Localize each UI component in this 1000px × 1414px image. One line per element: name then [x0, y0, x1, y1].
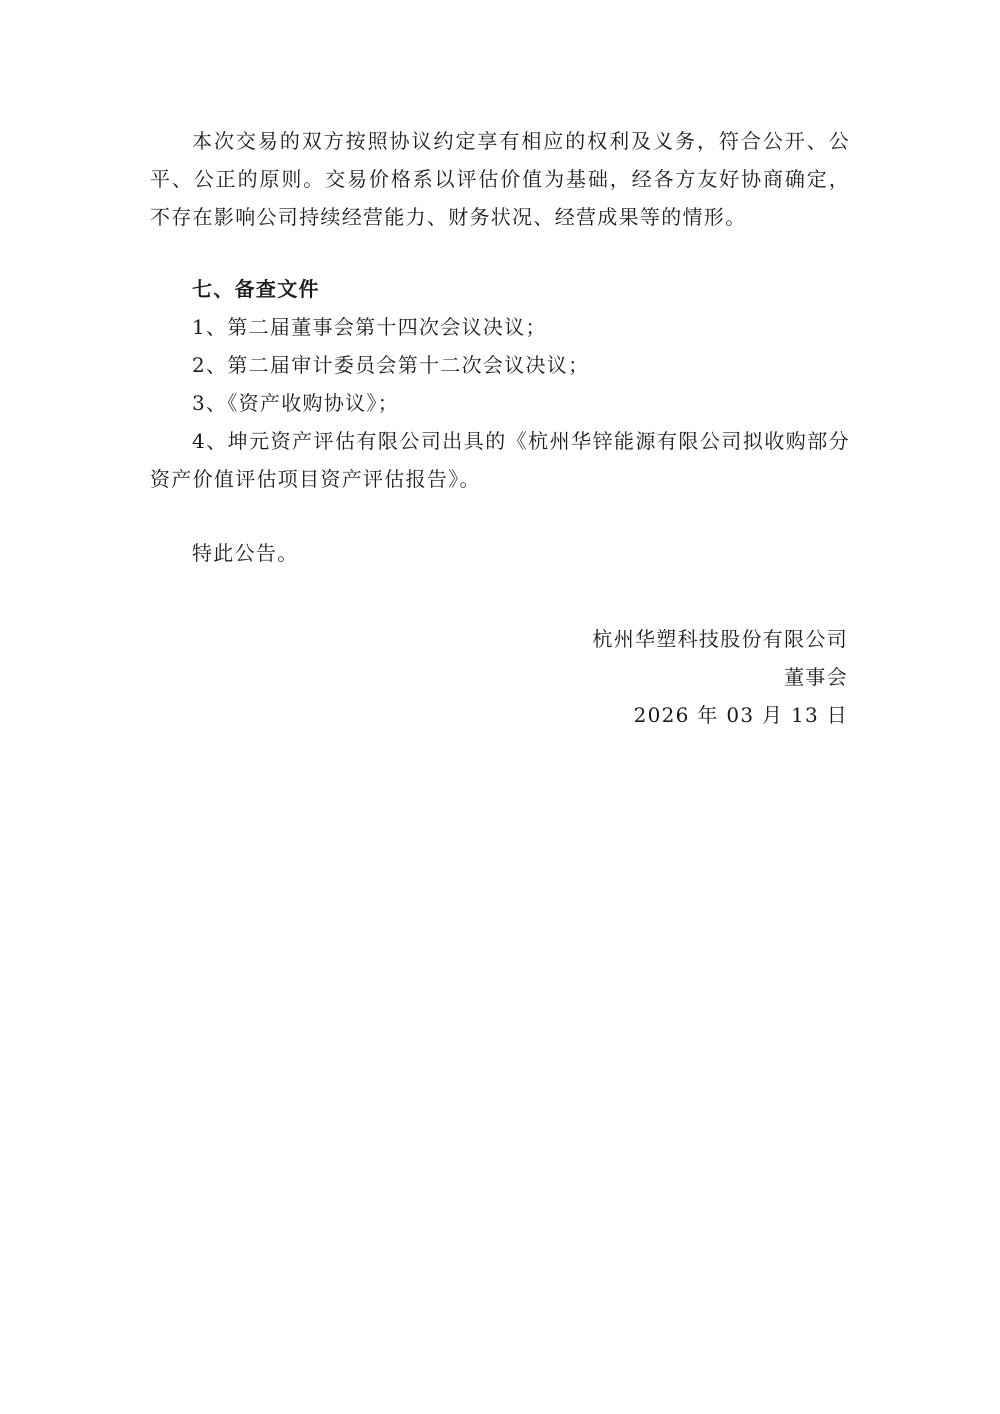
section-heading: 七、备查文件 [192, 277, 320, 301]
list-item: 2、第二届审计委员会第十二次会议决议； [192, 353, 590, 377]
closing-statement: 特此公告。 [192, 541, 299, 565]
board-name: 董事会 [784, 665, 848, 689]
document-body [150, 122, 850, 572]
signature-block [592, 620, 848, 734]
list-item: 4、坤元资产评估有限公司出具的《杭州华锌能源有限公司拟收购部分资产价值评估项目资产评估报告》。 [150, 429, 850, 491]
body-paragraph: 本次交易的双方按照协议约定享有相应的权利及义务，符合公开、公平、公正的原则。交易价格系以评估价值为基础，经各方友好协商确定，不存在影响公司持续经营能力、财务状况、经营成果等的情形。 [150, 129, 850, 229]
list-item: 1、第二届董事会第十四次会议决议； [192, 315, 547, 339]
company-name: 杭州华塑科技股份有限公司 [592, 627, 848, 651]
announcement-date: 2026 年 03 月 13 日 [633, 703, 848, 727]
list-item: 3、《资产收购协议》； [192, 391, 400, 415]
